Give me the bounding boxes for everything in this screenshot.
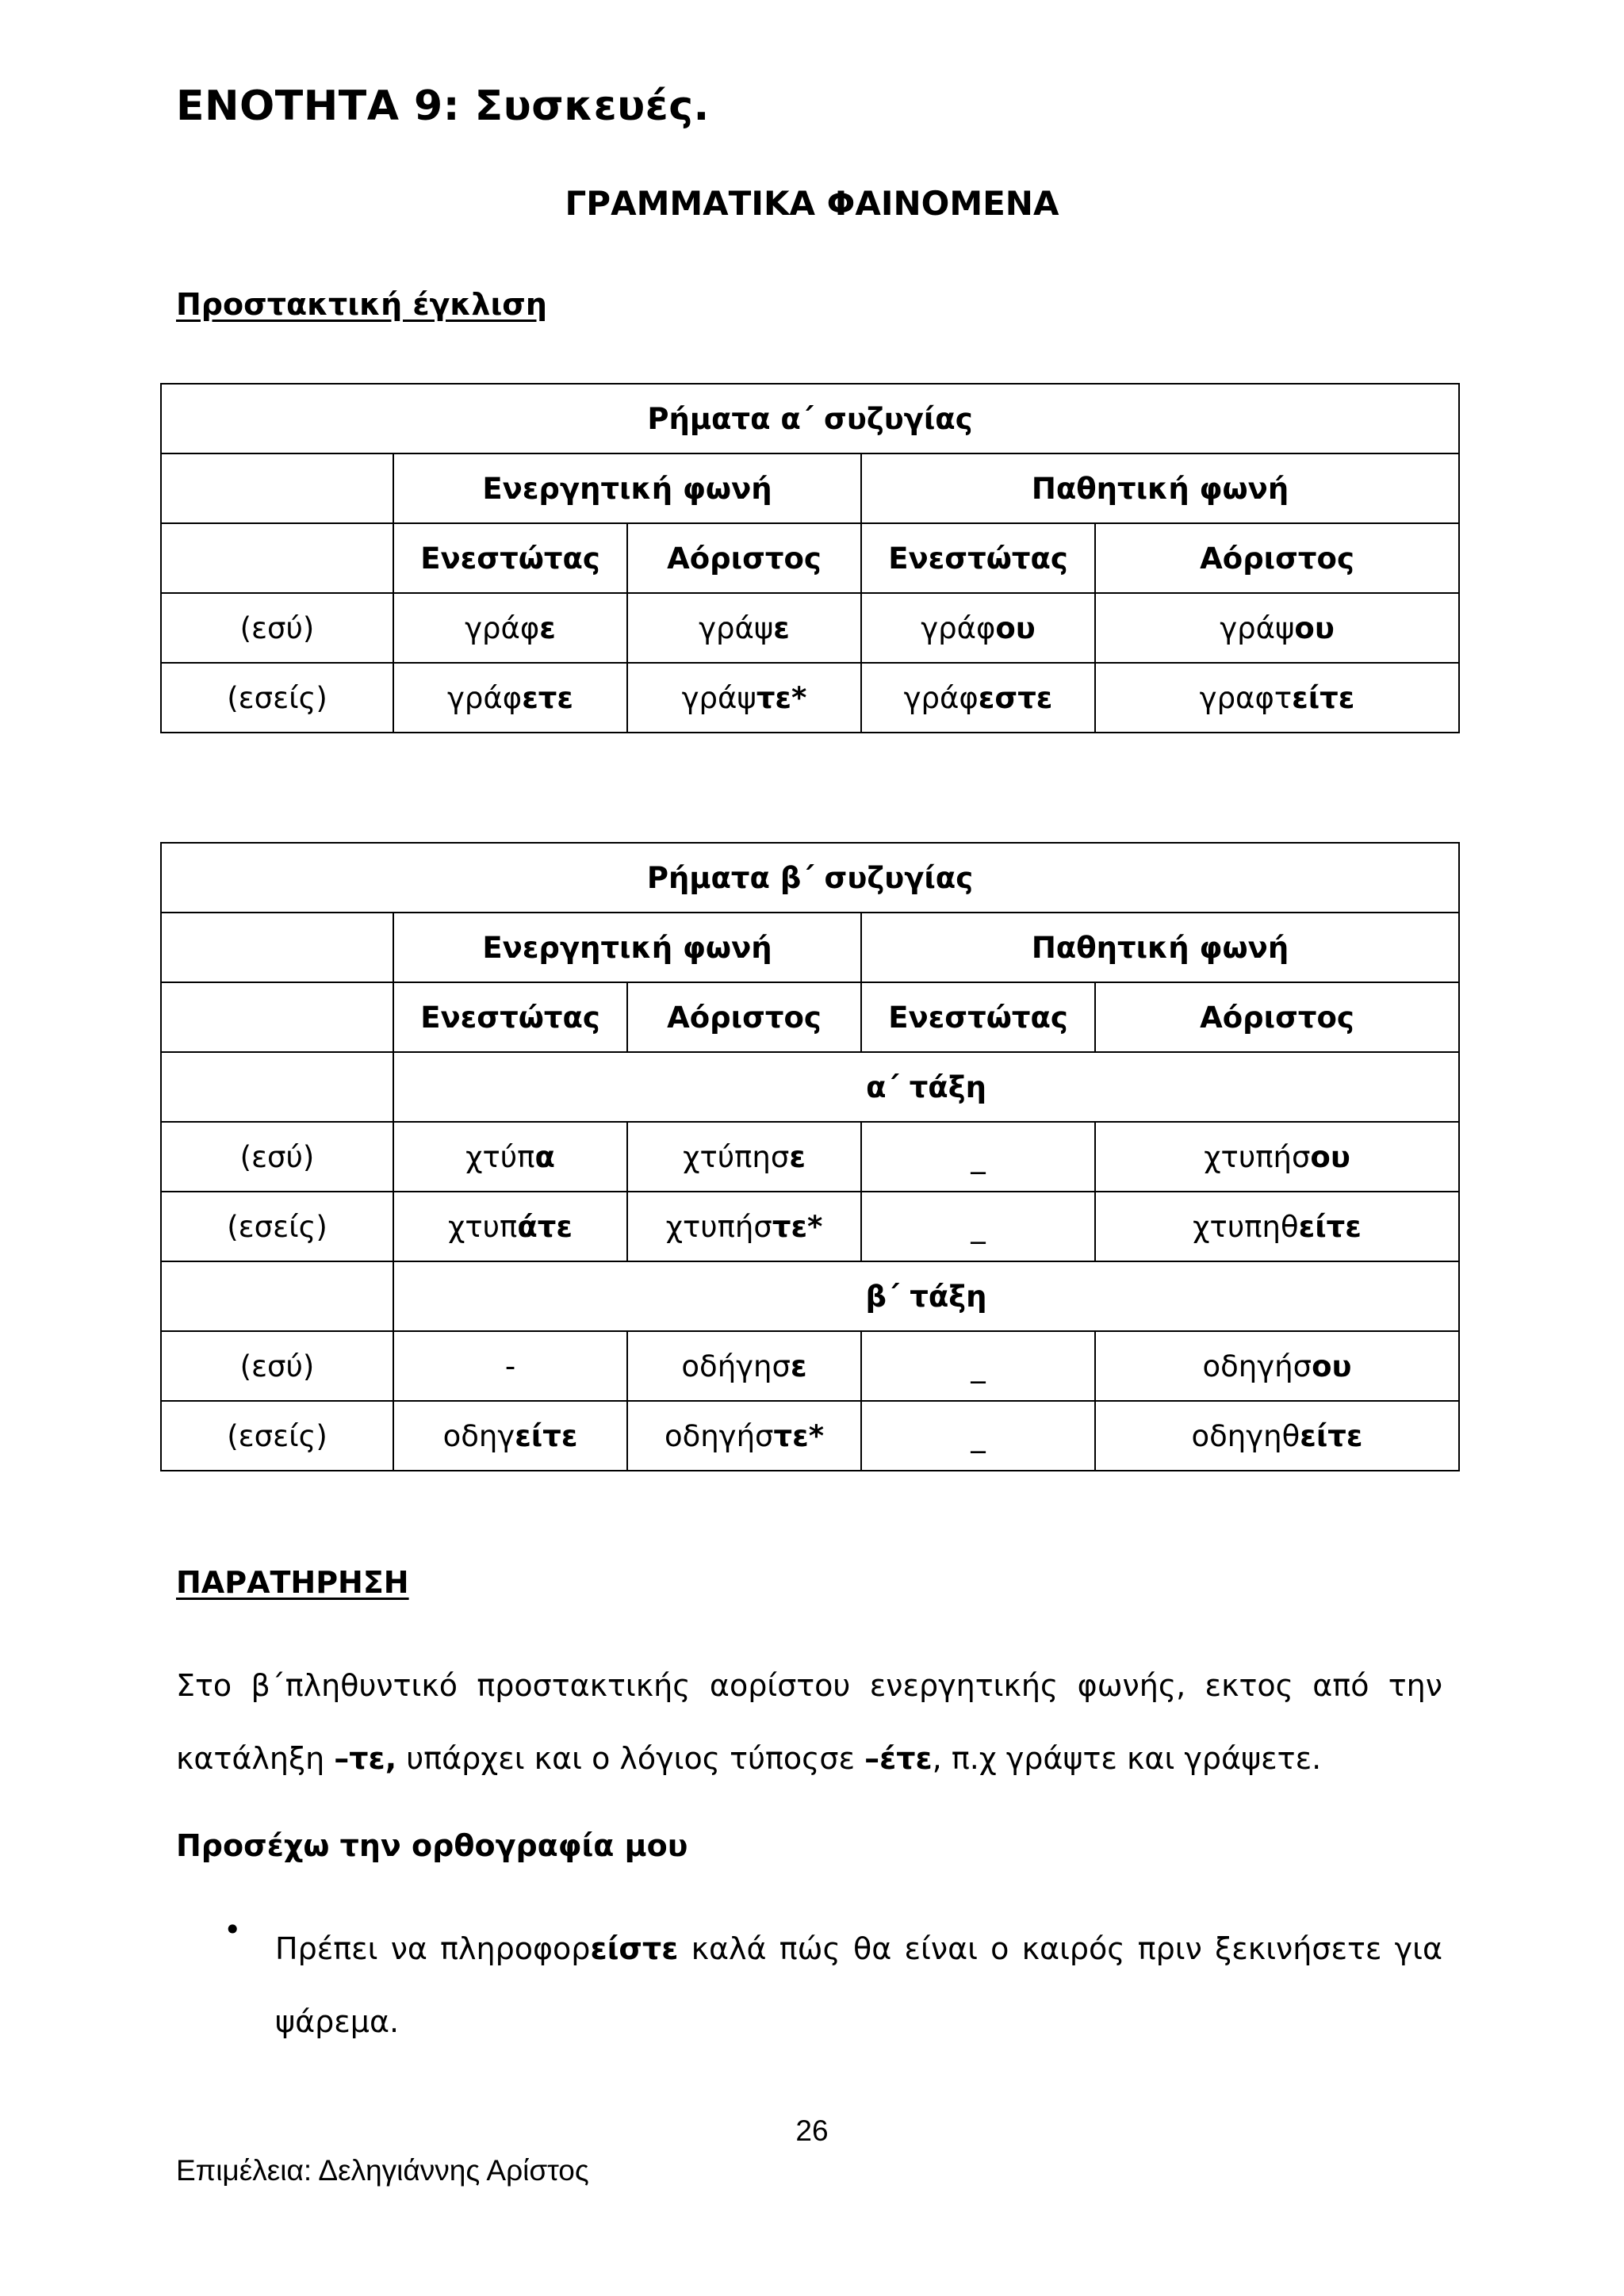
form-cell: γράφεστε — [861, 663, 1095, 733]
table-row — [161, 1401, 1459, 1471]
group-label: β΄ τάξη — [393, 1261, 1459, 1331]
person-cell: (εσείς) — [161, 663, 393, 733]
voice-active-header: Ενεργητική φωνή — [393, 453, 861, 523]
form-cell: γράψου — [1095, 593, 1459, 663]
tense-header: Αόριστος — [1095, 982, 1459, 1052]
form-cell: - — [393, 1331, 627, 1401]
empty-cell — [161, 913, 393, 982]
form-cell: οδηγείτε — [393, 1401, 627, 1471]
form-cell: γράφετε — [393, 663, 627, 733]
subsection-title: Προστακτική έγκλιση — [176, 287, 547, 322]
form-cell: χτυπάτε — [393, 1192, 627, 1261]
person-cell: (εσύ) — [161, 593, 393, 663]
empty-cell — [161, 1052, 393, 1122]
table-row — [161, 663, 1459, 733]
form-cell: _ — [861, 1192, 1095, 1261]
form-cell: _ — [861, 1401, 1095, 1471]
table-title-row — [161, 843, 1459, 913]
person-cell: (εσείς) — [161, 1401, 393, 1471]
form-cell: οδηγήστε* — [627, 1401, 861, 1471]
tense-row — [161, 982, 1459, 1052]
form-cell: οδήγησε — [627, 1331, 861, 1401]
group-row — [161, 1261, 1459, 1331]
bullet-item: Πρέπει να πληροφορείστε καλά πώς θα είναι ο καιρός πριν ξεκινήσετε για ψάρεμα. — [275, 1931, 1442, 2039]
form-cell: χτυπήστε* — [627, 1192, 861, 1261]
tense-row — [161, 523, 1459, 593]
tense-header: Αόριστος — [627, 982, 861, 1052]
form-cell: οδηγηθείτε — [1095, 1401, 1459, 1471]
voice-row — [161, 453, 1459, 523]
voice-row — [161, 913, 1459, 982]
table-row — [161, 1331, 1459, 1401]
table-row — [161, 1192, 1459, 1261]
orthography-heading: Προσέχω την ορθογραφία μου — [176, 1828, 688, 1863]
empty-cell — [161, 523, 393, 593]
form-cell: οδηγήσου — [1095, 1331, 1459, 1401]
table-title: Ρήματα α΄ συζυγίας — [161, 384, 1459, 453]
footer-credit: Επιμέλεια: Δεληγιάννης Αρίστος — [176, 2154, 589, 2187]
tense-header: Ενεστώτας — [861, 982, 1095, 1052]
tense-header: Ενεστώτας — [861, 523, 1095, 593]
tense-header: Αόριστος — [627, 523, 861, 593]
form-cell: χτυπήσου — [1095, 1122, 1459, 1192]
person-cell: (εσείς) — [161, 1192, 393, 1261]
form-cell: γράψτε* — [627, 663, 861, 733]
voice-active-header: Ενεργητική φωνή — [393, 913, 861, 982]
form-cell: γράφου — [861, 593, 1095, 663]
note-paragraph: Στο β΄πληθυντικό προστακτικής αορίστου ενεργητικής φωνής, εκτος από την κατάληξη –τε, υπάρχει και ο λόγιος τύποςσε –έτε, π.χ γράψτε και γράψετε. — [176, 1668, 1442, 1776]
form-cell: χτύπα — [393, 1122, 627, 1192]
form-cell: γράφε — [393, 593, 627, 663]
form-cell: γράψε — [627, 593, 861, 663]
conjugation-table-b — [160, 842, 1460, 1471]
table-row — [161, 1122, 1459, 1192]
ending-ete: –έτε — [864, 1741, 933, 1776]
form-cell: _ — [861, 1331, 1095, 1401]
table-row — [161, 593, 1459, 663]
section-title: ΓΡΑΜΜΑΤΙΚΑ ΦΑΙΝΟΜΕΝΑ — [565, 184, 1059, 223]
voice-passive-header: Παθητική φωνή — [861, 453, 1459, 523]
ending-te: –τε, — [334, 1741, 397, 1776]
tense-header: Ενεστώτας — [393, 523, 627, 593]
table-title: Ρήματα β΄ συζυγίας — [161, 843, 1459, 913]
table-title-row — [161, 384, 1459, 453]
bullet-icon: • — [224, 1912, 242, 1947]
group-label: α΄ τάξη — [393, 1052, 1459, 1122]
empty-cell — [161, 982, 393, 1052]
person-cell: (εσύ) — [161, 1122, 393, 1192]
form-cell: _ — [861, 1122, 1095, 1192]
page-number: 26 — [795, 2114, 829, 2147]
tense-header: Αόριστος — [1095, 523, 1459, 593]
voice-passive-header: Παθητική φωνή — [861, 913, 1459, 982]
form-cell: γραφτείτε — [1095, 663, 1459, 733]
form-cell: χτύπησε — [627, 1122, 861, 1192]
person-cell: (εσύ) — [161, 1331, 393, 1401]
empty-cell — [161, 1261, 393, 1331]
form-cell: χτυπηθείτε — [1095, 1192, 1459, 1261]
conjugation-table-a — [160, 383, 1460, 733]
tense-header: Ενεστώτας — [393, 982, 627, 1052]
group-row — [161, 1052, 1459, 1122]
note-heading: ΠΑΡΑΤΗΡΗΣΗ — [176, 1565, 409, 1600]
empty-cell — [161, 453, 393, 523]
unit-title: ΕΝΟΤΗΤΑ 9: Συσκευές. — [176, 82, 710, 130]
